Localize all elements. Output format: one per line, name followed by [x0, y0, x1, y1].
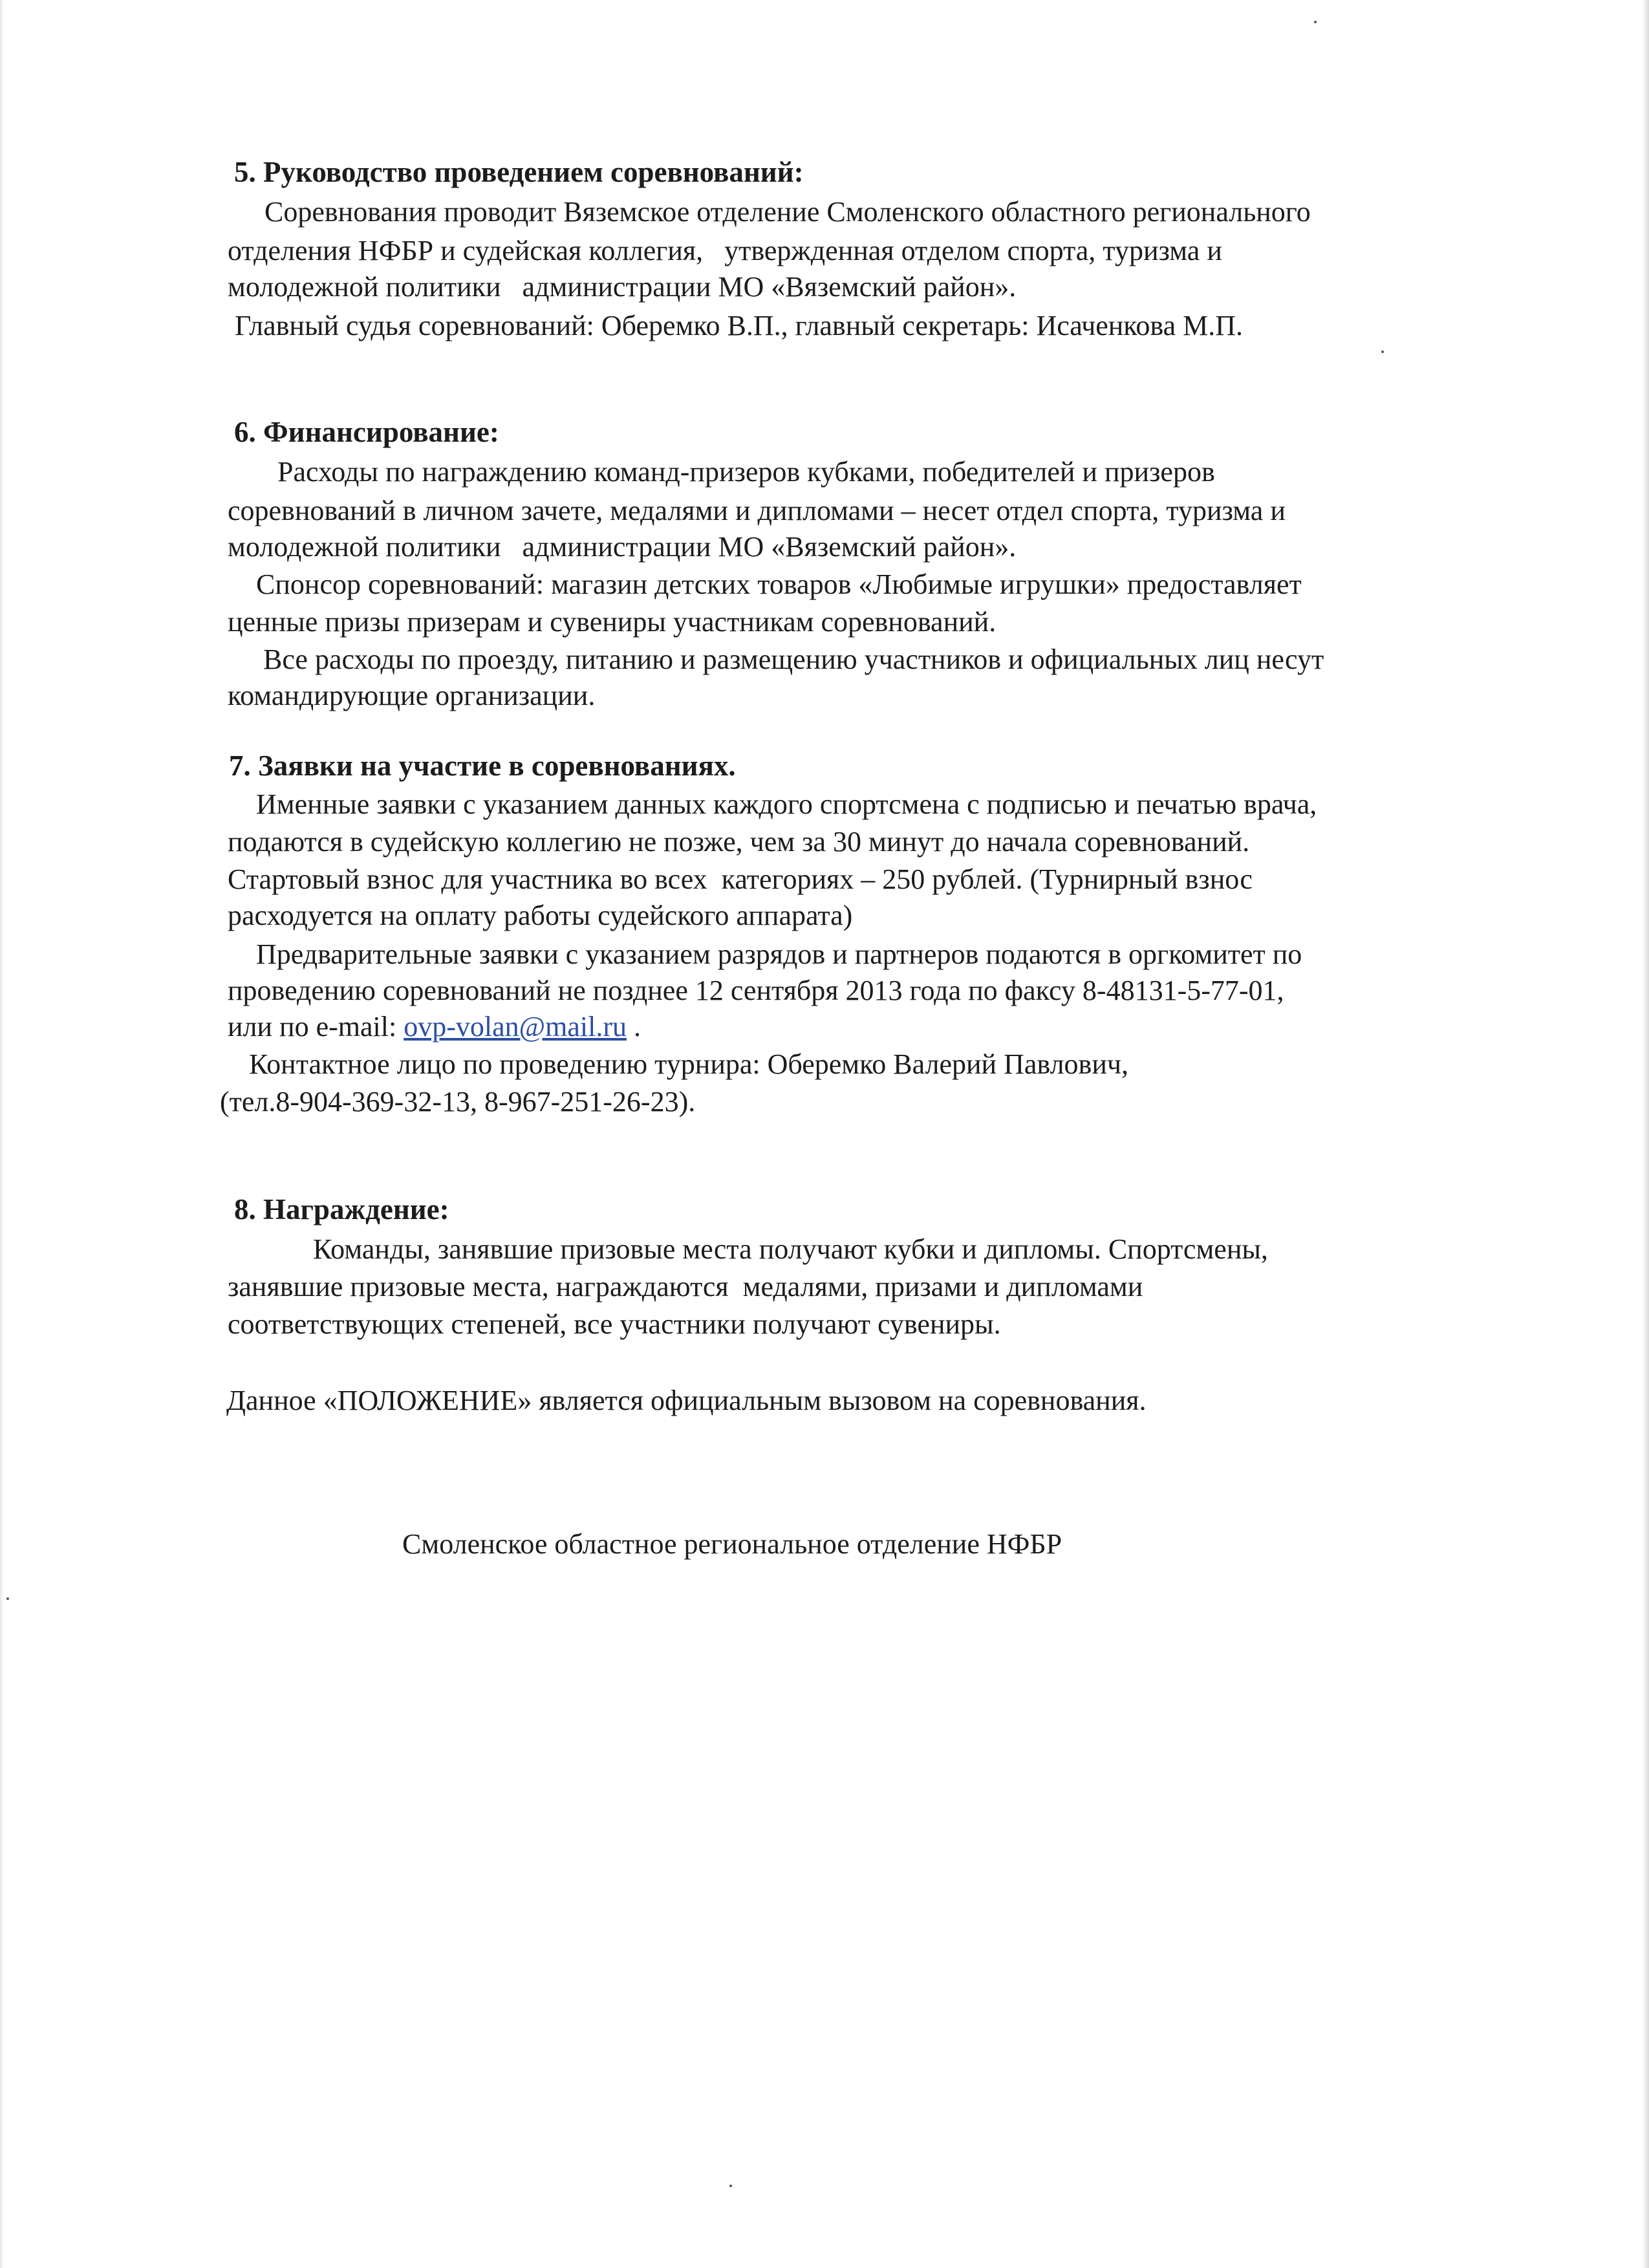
signature-organization: Смоленское областное региональное отделение НФБР	[402, 1528, 1062, 1560]
section7-line-2: подаются в судейскую коллегию не позже, чем за 30 минут до начала соревнований.	[228, 826, 1250, 858]
section8-line-2: занявшие призовые места, награждаются медалями, призами и дипломами	[228, 1271, 1143, 1302]
section7-line-4: расходуется на оплату работы судейского аппарата)	[228, 900, 853, 931]
section6-line-6: Все расходы по проезду, питанию и размещению участников и официальных лиц несут	[228, 643, 1324, 675]
section7-line-6: проведению соревнований не позднее 12 сентября 2013 года по факсу 8-48131-5-77-01,	[228, 975, 1284, 1006]
section6-line-7: командирующие организации.	[228, 680, 596, 711]
section5-line-1: Соревнования проводит Вяземское отделение Смоленского областного регионального	[229, 196, 1311, 228]
section8-line-3: соответствующих степеней, все участники получают сувениры.	[228, 1308, 1001, 1340]
section8-heading: 8. Награждение:	[234, 1193, 449, 1226]
section5-line-2: отделения НФБР и судейская коллегия, утвержденная отделом спорта, туризма и	[228, 235, 1222, 266]
section7-contact-line-1: Контактное лицо по проведению турнира: Оберемко Валерий Павлович,	[228, 1048, 1129, 1080]
section5-heading: 5. Руководство проведением соревнований:	[234, 156, 804, 188]
section7-contact-line-2: (тел.8-904-369-32-13, 8-967-251-26-23).	[220, 1086, 696, 1118]
email-suffix: .	[627, 1011, 641, 1042]
section5-line-3: молодежной политики администрации МО «Вяземский район».	[228, 271, 1017, 303]
section6-line-2: соревнований в личном зачете, медалями и дипломами – несет отдел спорта, туризма и	[228, 495, 1286, 526]
section5-line-4: Главный судья соревнований: Оберемко В.П., главный секретарь: Исаченкова М.П.	[228, 310, 1244, 341]
section7-line-5: Предварительные заявки с указанием разрядов и партнеров подаются в оргкомитет по	[228, 938, 1302, 970]
section6-line-4: Спонсор соревнований: магазин детских товаров «Любимые игрушки» предоставляет	[228, 568, 1302, 600]
section6-heading: 6. Финансирование:	[234, 416, 499, 448]
section6-line-1: Расходы по награждению команд-призеров кубками, победителей и призеров	[228, 456, 1215, 488]
scan-speck	[1381, 351, 1384, 353]
section7-line-1: Именные заявки с указанием данных каждого спортсмена с подписью и печатью врача,	[228, 788, 1317, 820]
scan-edge-left	[0, 0, 4, 2268]
scan-speck	[729, 2185, 732, 2187]
scan-edge-right	[1643, 0, 1649, 2268]
section7-email-line	[228, 1009, 641, 1045]
section7-line-3: Стартовый взнос для участника во всех категориях – 250 рублей. (Турнирный взнос	[228, 863, 1253, 895]
email-prefix: или по e-mail:	[228, 1011, 404, 1042]
section6-line-3: молодежной политики администрации МО «Вяземский район».	[228, 531, 1017, 563]
section8-line-1: Команды, занявшие призовые места получают кубки и дипломы. Спортсмены,	[228, 1233, 1268, 1265]
email-link[interactable]: ovp-volan@mail.ru	[404, 1011, 627, 1042]
section7-heading: 7. Заявки на участие в соревнованиях.	[229, 750, 736, 782]
section6-line-5: ценные призы призерам и сувениры участникам соревнований.	[228, 606, 997, 638]
scan-speck	[1314, 21, 1317, 23]
closing-statement: Данное «ПОЛОЖЕНИЕ» является официальным вызовом на соревнования.	[226, 1385, 1147, 1416]
scan-speck	[6, 1597, 9, 1600]
